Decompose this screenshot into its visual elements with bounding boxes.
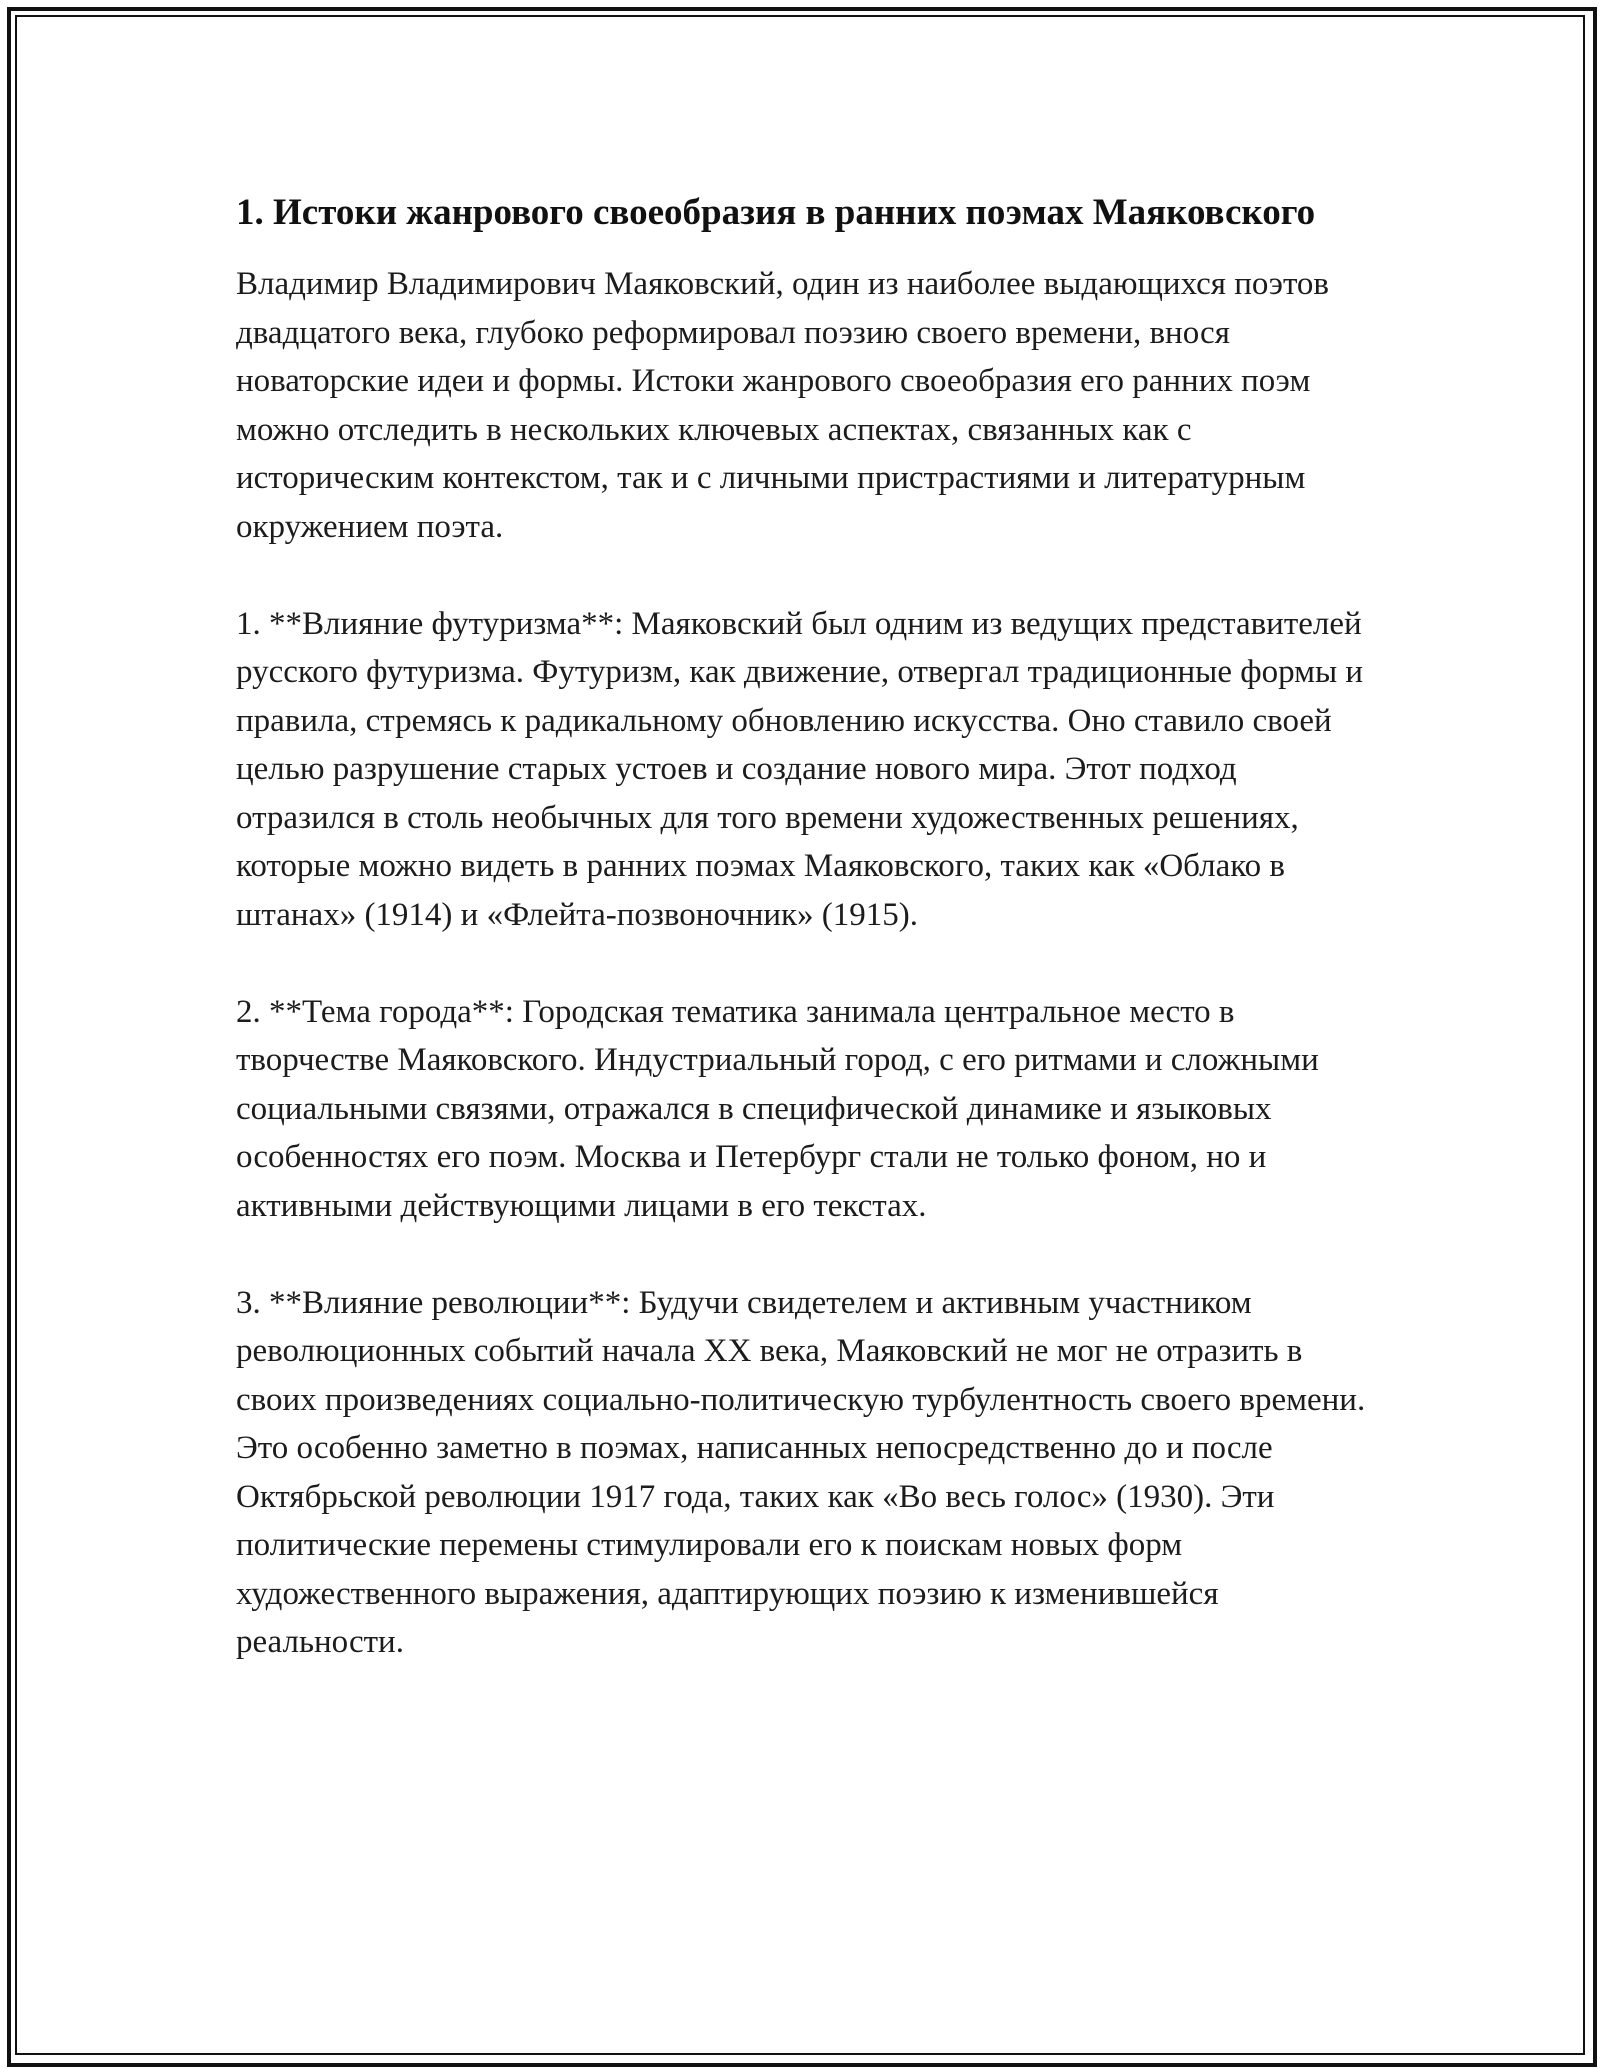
page-title: 1. Истоки жанрового своеобразия в ранних поэмах Маяковского [236, 192, 1316, 233]
paragraph-intro: Владимир Владимирович Маяковский, один из наиболее выдающихся поэтов двадцатого века, глубоко реформировал поэзию своего времени, внося новаторские идеи и формы. Истоки жанрового своеобразия его ранних поэм можно отследить в нескольких ключевых аспектах, связанных как с историческим контекстом, так и с личными пристрастиями и литературным окружением поэта. [236, 266, 1330, 545]
paragraph-revolution: 3. **Влияние революции**: Будучи свидетелем и активным участником революционных событий начала XX века, Маяковский не мог не отразить в своих произведениях социально-политическую турбулентность своего времени. Это особенно заметно в поэмах, написанных непосредственно до и после Октябрьской революции 1917 года, таких как «Во весь голос» (1930). Эти политические перемены стимулировали его к поискам новых форм художественного выражения, адаптирующих поэзию к изменившейся реальности. [236, 1284, 1366, 1660]
paragraph-futurism: 1. **Влияние футуризма**: Маяковский был одним из ведущих представителей русского футуризма. Футуризм, как движение, отвергал традиционные формы и правила, стремясь к радикальному обновлению искусства. Оно ставило своей целью разрушение старых устоев и создание нового мира. Этот подход отразился в столь необычных для того времени художественных решениях, которые можно видеть в ранних поэмах Маяковского, таких как «Облако в штанах» (1914) и «Флейта-позвоночник» (1915). [236, 605, 1364, 933]
document-body [236, 186, 1376, 1715]
paragraph-city: 2. **Тема города**: Городская тематика занимала центральное место в творчестве Маяковского. Индустриальный город, с его ритмами и сложными социальными связями, отражался в специфической динамике и языковых особенностях его поэм. Москва и Петербург стали не только фоном, но и активными действующими лицами в его текстах. [236, 993, 1319, 1224]
